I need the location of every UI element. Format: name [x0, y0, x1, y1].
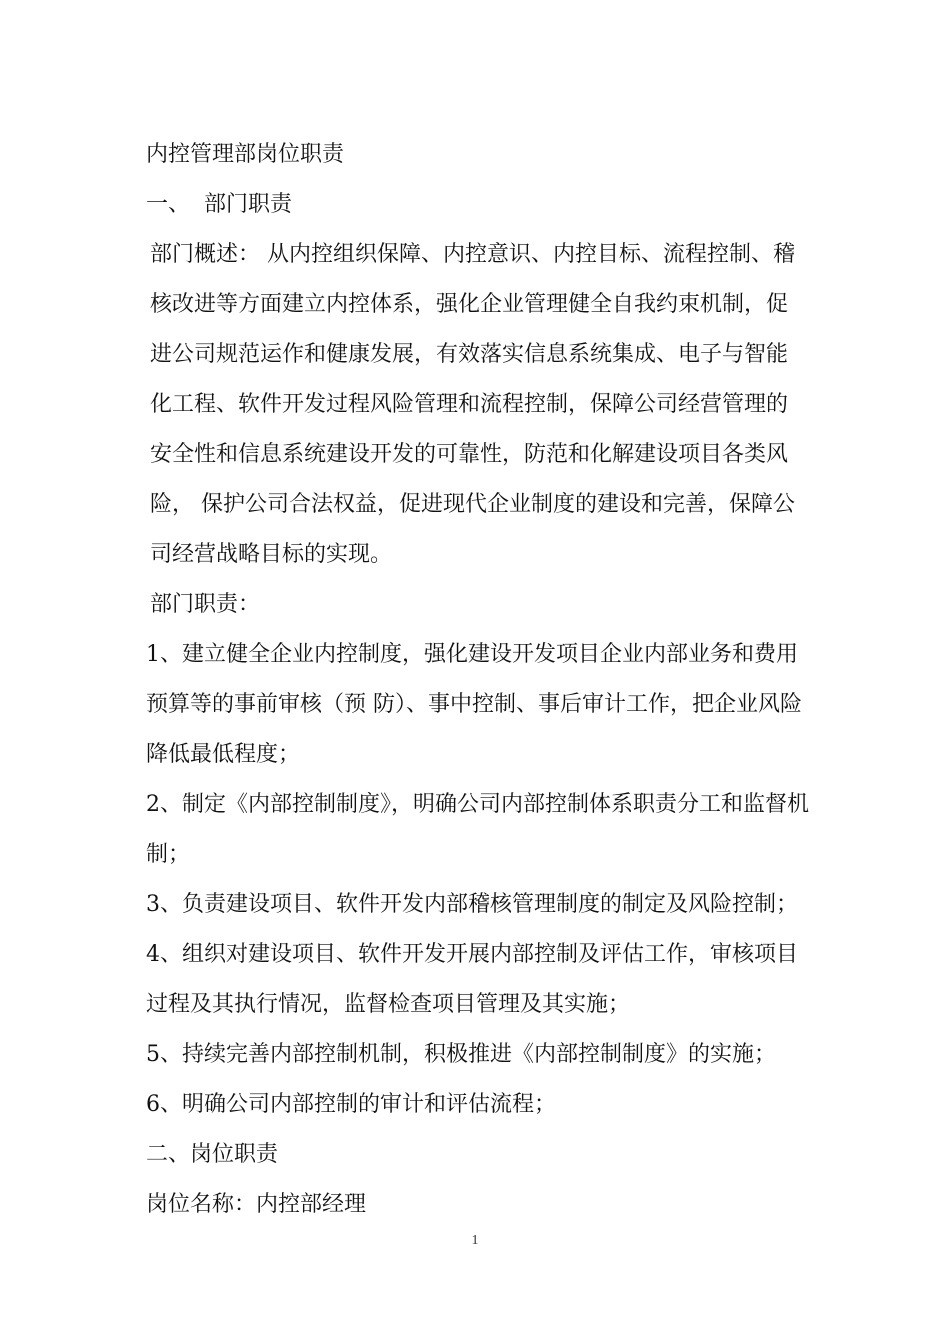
duty-item-line: 降低最低程度； — [146, 742, 301, 767]
duty-item-line: 2、制定《内部控制制度》，明确公司内部控制体系职责分工和监督机 — [146, 792, 809, 817]
overview-line: 核改进等方面建立内控体系，强化企业管理健全自我约束机制，促 — [150, 292, 789, 317]
duty-item-3: 3、负责建设项目、软件开发内部稽核管理制度的制定及风险控制； — [146, 892, 798, 917]
overview-line: 进公司规范运作和健康发展，有效落实信息系统集成、电子与智能 — [150, 342, 789, 367]
duty-item-line: 4、组织对建设项目、软件开发开展内部控制及评估工作，审核项目 — [146, 942, 798, 967]
overview-line: 部门概述： 从内控组织保障、内控意识、内控目标、流程控制、稽 — [150, 242, 795, 267]
duties-label: 部门职责： — [150, 592, 261, 617]
section-number: 一、 — [146, 192, 191, 217]
section-heading-department-duties — [146, 190, 811, 220]
section-heading-position-duties: 二、岗位职责 — [146, 1142, 279, 1167]
duty-item-6: 6、明确公司内部控制的审计和评估流程； — [146, 1092, 556, 1117]
page-number: 1 — [471, 1233, 479, 1248]
position-name: 岗位名称：内控部经理 — [146, 1192, 367, 1217]
overview-line: 化工程、软件开发过程风险管理和流程控制，保障公司经营管理的 — [150, 392, 789, 417]
section-heading-text: 部门职责 — [204, 192, 293, 217]
duty-item-line: 1、建立健全企业内控制度，强化建设开发项目企业内部业务和费用 — [146, 642, 798, 667]
overview-line: 司经营战略目标的实现。 — [150, 542, 393, 567]
duty-item-line: 预算等的事前审核（预 防）、事中控制、事后审计工作，把企业风险 — [146, 692, 802, 717]
duty-item-2 — [146, 790, 811, 870]
duty-item-line: 过程及其执行情况，监督检查项目管理及其实施； — [146, 992, 631, 1017]
duty-item-1 — [146, 640, 811, 770]
overview-line: 安全性和信息系统建设开发的可靠性，防范和化解建设项目各类风 — [150, 442, 789, 467]
document-body — [146, 140, 811, 1240]
overview-line: 险， 保护公司合法权益，促进现代企业制度的建设和完善，保障公 — [150, 492, 795, 517]
duty-item-line: 制； — [146, 842, 191, 867]
duty-item-5: 5、持续完善内部控制机制，积极推进《内部控制制度》的实施； — [146, 1042, 776, 1067]
department-overview-paragraph — [146, 240, 811, 570]
document-title: 内控管理部岗位职责 — [146, 142, 345, 167]
duty-item-4 — [146, 940, 811, 1020]
